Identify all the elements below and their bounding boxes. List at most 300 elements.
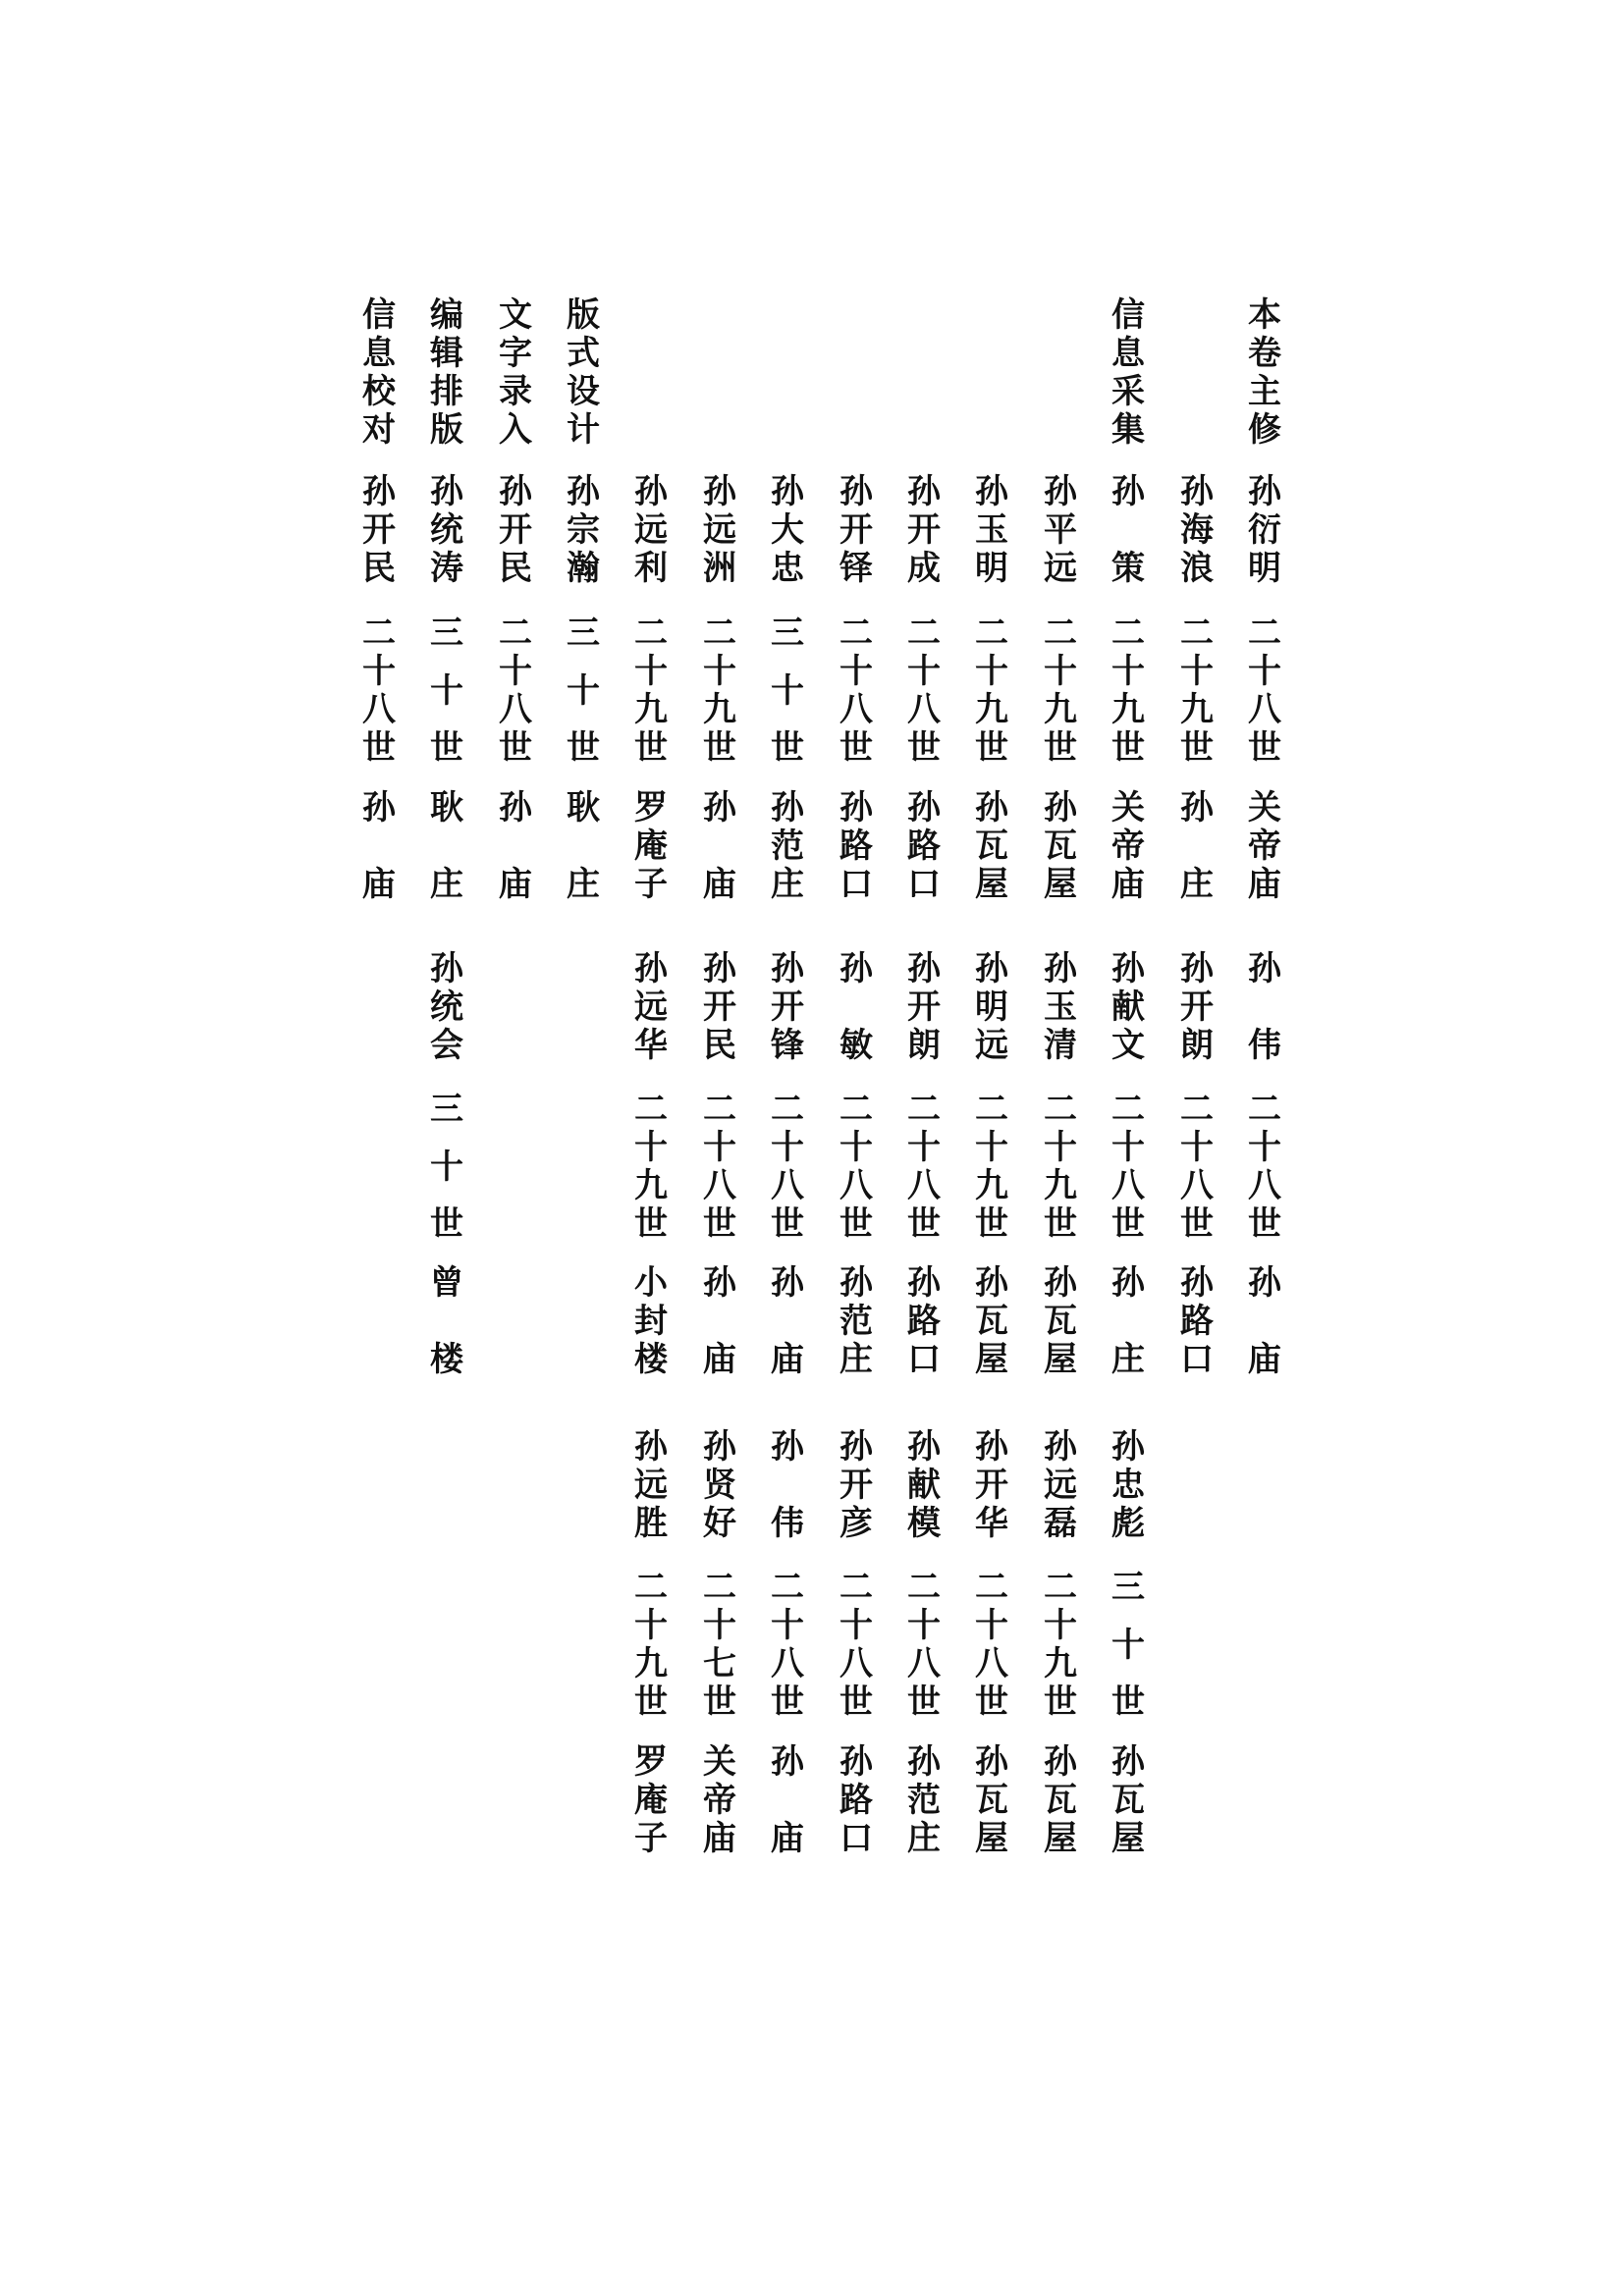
- member-generation: [427, 614, 466, 768]
- glyph: 孙: [703, 472, 736, 511]
- glyph: 屋: [975, 1340, 1008, 1379]
- member-generation: [700, 614, 739, 768]
- glyph: 庙: [1248, 865, 1281, 904]
- glyph: 十: [567, 670, 600, 711]
- glyph: 开: [839, 1466, 873, 1505]
- member-name: [496, 473, 535, 588]
- member-name: [1041, 950, 1080, 1065]
- glyph: 孙: [907, 1742, 941, 1782]
- glyph: 孙: [771, 1263, 804, 1303]
- glyph: 罗: [634, 788, 668, 828]
- glyph: 对: [362, 410, 396, 450]
- glyph: 八: [362, 690, 396, 729]
- glyph: 孙: [907, 472, 941, 511]
- member-generation: [631, 1569, 671, 1722]
- glyph: 民: [362, 549, 396, 588]
- glyph: 子: [634, 865, 668, 904]
- glyph: 海: [1180, 510, 1214, 550]
- glyph: 十: [839, 1128, 873, 1167]
- glyph: 帝: [703, 1781, 736, 1820]
- glyph: 朗: [907, 1026, 941, 1065]
- member-place: [972, 1264, 1011, 1379]
- glyph: 世: [771, 728, 804, 768]
- glyph: 孙: [1111, 1263, 1145, 1303]
- glyph: 世: [907, 1682, 941, 1722]
- glyph: 孙: [839, 472, 873, 511]
- glyph: 瓦: [975, 1781, 1008, 1820]
- member-name: [972, 950, 1011, 1065]
- member-place: [564, 789, 603, 904]
- glyph: 屋: [975, 865, 1008, 904]
- glyph: 庙: [362, 865, 396, 904]
- member-name: [768, 950, 807, 1065]
- glyph: 屋: [1044, 1340, 1077, 1379]
- glyph: 远: [634, 510, 668, 550]
- glyph: 远: [703, 510, 736, 550]
- glyph: 孙: [1180, 1263, 1214, 1303]
- glyph: 孙: [499, 788, 532, 828]
- glyph: 九: [1044, 1644, 1077, 1683]
- glyph: 二: [975, 1090, 1008, 1129]
- member-name: [1109, 473, 1148, 588]
- glyph: 十: [1248, 652, 1281, 691]
- glyph: 孙: [430, 949, 463, 988]
- glyph: 十: [907, 1606, 941, 1645]
- glyph: 孙: [771, 1742, 804, 1782]
- glyph: 庄: [771, 865, 804, 904]
- glyph: 二: [771, 1568, 804, 1607]
- glyph: 世: [1111, 1682, 1145, 1722]
- member-name: [837, 1428, 876, 1543]
- glyph: 八: [499, 690, 532, 729]
- member-generation: [1109, 1091, 1148, 1244]
- glyph: 模: [907, 1504, 941, 1543]
- glyph: 屋: [975, 1819, 1008, 1858]
- glyph: 伟: [1248, 1026, 1281, 1065]
- glyph: 十: [907, 652, 941, 691]
- glyph: 十: [839, 1606, 873, 1645]
- glyph: 世: [703, 1204, 736, 1244]
- glyph: 范: [839, 1302, 873, 1341]
- glyph: 世: [1248, 1204, 1281, 1244]
- member-name: [837, 473, 876, 588]
- glyph: 瓦: [975, 827, 1008, 866]
- glyph: 世: [771, 1204, 804, 1244]
- member-place: [700, 1743, 739, 1858]
- glyph: 罗: [634, 1742, 668, 1782]
- glyph: 九: [975, 690, 1008, 729]
- member-generation: [1041, 1569, 1080, 1722]
- glyph: 八: [839, 1166, 873, 1205]
- glyph: 楼: [430, 1340, 463, 1379]
- member-place: [1109, 1264, 1148, 1379]
- member-place: [768, 1743, 807, 1858]
- glyph: 十: [839, 652, 873, 691]
- glyph: 孙: [499, 472, 532, 511]
- member-generation: [1109, 1569, 1148, 1722]
- member-generation: [1245, 1091, 1284, 1244]
- glyph: 二: [907, 1568, 941, 1607]
- glyph: 耿: [567, 788, 600, 828]
- glyph: 孙: [839, 949, 873, 988]
- glyph: 开: [771, 988, 804, 1027]
- glyph: 孙: [1044, 1263, 1077, 1303]
- glyph: 本: [1248, 295, 1281, 335]
- glyph: 孙: [839, 1427, 873, 1467]
- glyph: 十: [703, 652, 736, 691]
- glyph: 三: [430, 614, 463, 653]
- glyph: 孙: [907, 1427, 941, 1467]
- glyph: 世: [634, 1682, 668, 1722]
- glyph: 小: [634, 1263, 668, 1303]
- member-name: [1041, 1428, 1080, 1543]
- glyph: 清: [1044, 1026, 1077, 1065]
- glyph: 八: [907, 1166, 941, 1205]
- member-place: [768, 1264, 807, 1379]
- member-name: [631, 1428, 671, 1543]
- glyph: 八: [771, 1166, 804, 1205]
- member-name: [427, 473, 466, 588]
- glyph: 三: [771, 614, 804, 653]
- glyph: 世: [1248, 728, 1281, 768]
- glyph: 二: [1248, 1090, 1281, 1129]
- glyph: 世: [1044, 728, 1077, 768]
- glyph: 胜: [634, 1504, 668, 1543]
- glyph: 八: [1180, 1166, 1214, 1205]
- glyph: 世: [839, 728, 873, 768]
- member-place: [1109, 789, 1148, 904]
- member-place: [496, 789, 535, 904]
- member-generation: [1109, 614, 1148, 768]
- glyph: 八: [1248, 1166, 1281, 1205]
- glyph: 十: [975, 1606, 1008, 1645]
- glyph: 忠: [771, 549, 804, 588]
- glyph: 口: [907, 865, 941, 904]
- glyph: 世: [907, 1204, 941, 1244]
- section-title: [564, 296, 603, 450]
- glyph: 关: [1248, 788, 1281, 828]
- glyph: 设: [567, 372, 600, 411]
- glyph: 十: [1044, 1606, 1077, 1645]
- member-name: [904, 473, 944, 588]
- glyph: 策: [1111, 549, 1145, 588]
- glyph: 孙: [362, 788, 396, 828]
- glyph: 十: [1044, 652, 1077, 691]
- glyph: 庙: [703, 865, 736, 904]
- glyph: 十: [703, 1128, 736, 1167]
- glyph: 瓦: [1044, 1781, 1077, 1820]
- glyph: 三: [1111, 1568, 1145, 1607]
- glyph: 庙: [771, 1340, 804, 1379]
- glyph: 世: [1044, 1682, 1077, 1722]
- glyph: 十: [1111, 1128, 1145, 1167]
- glyph: 贤: [703, 1466, 736, 1505]
- glyph: 庙: [703, 1819, 736, 1858]
- glyph: 彦: [839, 1504, 873, 1543]
- glyph: 路: [907, 1302, 941, 1341]
- glyph: 世: [567, 728, 600, 768]
- glyph: 耿: [430, 788, 463, 828]
- member-name: [1041, 473, 1080, 588]
- glyph: 十: [634, 652, 668, 691]
- glyph: 排: [430, 372, 463, 411]
- glyph: 世: [1044, 1204, 1077, 1244]
- glyph: 孙: [430, 472, 463, 511]
- glyph: 孙: [1180, 949, 1214, 988]
- glyph: 世: [1111, 1204, 1145, 1244]
- section-title: [1245, 296, 1284, 450]
- glyph: 式: [567, 334, 600, 373]
- glyph: 二: [1180, 614, 1214, 653]
- member-name: [631, 950, 671, 1065]
- glyph: 二: [839, 1090, 873, 1129]
- glyph: 十: [499, 652, 532, 691]
- glyph: 忠: [1111, 1466, 1145, 1505]
- glyph: 孙: [1248, 472, 1281, 511]
- glyph: 孙: [975, 1427, 1008, 1467]
- glyph: 修: [1248, 410, 1281, 450]
- glyph: 二: [703, 1090, 736, 1129]
- glyph: 十: [1180, 1128, 1214, 1167]
- member-generation: [700, 1091, 739, 1244]
- glyph: 录: [499, 372, 532, 411]
- member-place: [1177, 1264, 1217, 1379]
- glyph: 宗: [567, 510, 600, 550]
- glyph: 八: [907, 690, 941, 729]
- member-name: [837, 950, 876, 1065]
- glyph: 二: [362, 614, 396, 653]
- member-place: [768, 789, 807, 904]
- member-name: [700, 1428, 739, 1543]
- glyph: 二: [975, 1568, 1008, 1607]
- glyph: 明: [975, 549, 1008, 588]
- glyph: 世: [839, 1682, 873, 1722]
- glyph: 十: [1044, 1128, 1077, 1167]
- member-name: [1177, 950, 1217, 1065]
- glyph: 三: [430, 1090, 463, 1129]
- glyph: 信: [362, 295, 396, 335]
- glyph: 开: [499, 510, 532, 550]
- glyph: 大: [771, 510, 804, 550]
- glyph: 封: [634, 1302, 668, 1341]
- member-generation: [700, 1569, 739, 1722]
- glyph: 路: [839, 1781, 873, 1820]
- member-name: [768, 1428, 807, 1543]
- glyph: 孙: [839, 1263, 873, 1303]
- glyph: 孙: [567, 472, 600, 511]
- glyph: 二: [1180, 1090, 1214, 1129]
- glyph: 二: [1044, 1568, 1077, 1607]
- member-generation: [768, 1091, 807, 1244]
- member-place: [972, 789, 1011, 904]
- glyph: 十: [1111, 652, 1145, 691]
- glyph: 口: [839, 865, 873, 904]
- member-name: [1109, 950, 1148, 1065]
- glyph: 十: [634, 1128, 668, 1167]
- glyph: 字: [499, 334, 532, 373]
- member-place: [904, 1264, 944, 1379]
- member-name: [972, 1428, 1011, 1543]
- glyph: 世: [975, 1204, 1008, 1244]
- glyph: 八: [839, 690, 873, 729]
- member-place: [427, 1264, 466, 1379]
- member-generation: [837, 614, 876, 768]
- glyph: 孙: [907, 788, 941, 828]
- glyph: 十: [771, 1128, 804, 1167]
- member-generation: [972, 1091, 1011, 1244]
- member-place: [631, 1743, 671, 1858]
- member-place: [1245, 1264, 1284, 1379]
- glyph: 九: [634, 1166, 668, 1205]
- glyph: 二: [771, 1090, 804, 1129]
- member-name: [1109, 1428, 1148, 1543]
- glyph: 二: [1044, 1090, 1077, 1129]
- glyph: 孙: [975, 1263, 1008, 1303]
- glyph: 孙: [975, 1742, 1008, 1782]
- glyph: 十: [771, 670, 804, 711]
- glyph: 会: [430, 1026, 463, 1065]
- glyph: 二: [839, 1568, 873, 1607]
- member-name: [700, 950, 739, 1065]
- glyph: 口: [839, 1819, 873, 1858]
- glyph: 庵: [634, 1781, 668, 1820]
- glyph: 世: [634, 728, 668, 768]
- glyph: 世: [1111, 728, 1145, 768]
- glyph: 伟: [771, 1504, 804, 1543]
- member-generation: [1177, 614, 1217, 768]
- member-generation: [972, 1569, 1011, 1722]
- glyph: 世: [499, 728, 532, 768]
- glyph: 范: [771, 827, 804, 866]
- glyph: 孙: [703, 1427, 736, 1467]
- member-place: [904, 789, 944, 904]
- glyph: 文: [1111, 1026, 1145, 1065]
- glyph: 远: [634, 1466, 668, 1505]
- glyph: 世: [634, 1204, 668, 1244]
- glyph: 瓦: [1044, 1302, 1077, 1341]
- glyph: 十: [430, 1147, 463, 1187]
- section-title: [496, 296, 535, 450]
- glyph: 九: [1111, 690, 1145, 729]
- glyph: 孙: [1248, 949, 1281, 988]
- glyph: 关: [703, 1742, 736, 1782]
- glyph: 世: [771, 1682, 804, 1722]
- member-generation: [427, 1091, 466, 1244]
- glyph: 主: [1248, 372, 1281, 411]
- glyph: 敏: [839, 1026, 873, 1065]
- glyph: 世: [975, 1682, 1008, 1722]
- glyph: 瓦: [1044, 827, 1077, 866]
- glyph: 孙: [1111, 472, 1145, 511]
- member-place: [1109, 1743, 1148, 1858]
- member-place: [700, 1264, 739, 1379]
- glyph: 明: [1248, 549, 1281, 588]
- member-generation: [904, 1569, 944, 1722]
- member-name: [972, 473, 1011, 588]
- glyph: 二: [1111, 1090, 1145, 1129]
- glyph: 开: [362, 510, 396, 550]
- glyph: 世: [703, 728, 736, 768]
- glyph: 孙: [907, 949, 941, 988]
- member-generation: [1041, 614, 1080, 768]
- member-place: [837, 1743, 876, 1858]
- glyph: 九: [1044, 1166, 1077, 1205]
- glyph: 利: [634, 549, 668, 588]
- glyph: 孙: [1248, 1263, 1281, 1303]
- glyph: 三: [567, 614, 600, 653]
- glyph: 十: [1248, 1128, 1281, 1167]
- member-generation: [837, 1569, 876, 1722]
- glyph: 朗: [1180, 1026, 1214, 1065]
- glyph: 楼: [634, 1340, 668, 1379]
- glyph: 世: [975, 728, 1008, 768]
- glyph: 孙: [1044, 949, 1077, 988]
- glyph: 孙: [975, 949, 1008, 988]
- glyph: 十: [907, 1128, 941, 1167]
- glyph: 明: [975, 988, 1008, 1027]
- member-name: [1245, 950, 1284, 1065]
- glyph: 庙: [771, 1819, 804, 1858]
- glyph: 浪: [1180, 549, 1214, 588]
- glyph: 息: [1111, 334, 1145, 373]
- glyph: 世: [1180, 728, 1214, 768]
- member-name: [904, 950, 944, 1065]
- glyph: 入: [499, 410, 532, 450]
- glyph: 十: [1111, 1625, 1145, 1665]
- glyph: 孙: [634, 1427, 668, 1467]
- glyph: 开: [907, 510, 941, 550]
- glyph: 庄: [839, 1340, 873, 1379]
- glyph: 庵: [634, 827, 668, 866]
- member-name: [564, 473, 603, 588]
- glyph: 锋: [771, 1026, 804, 1065]
- member-place: [427, 789, 466, 904]
- glyph: 开: [975, 1466, 1008, 1505]
- glyph: 世: [362, 728, 396, 768]
- member-place: [1177, 789, 1217, 904]
- member-generation: [972, 614, 1011, 768]
- member-place: [837, 789, 876, 904]
- glyph: 帝: [1111, 827, 1145, 866]
- glyph: 二: [499, 614, 532, 653]
- glyph: 庙: [499, 865, 532, 904]
- glyph: 民: [703, 1026, 736, 1065]
- glyph: 孙: [1180, 788, 1214, 828]
- glyph: 采: [1111, 372, 1145, 411]
- glyph: 孙: [771, 949, 804, 988]
- member-generation: [768, 1569, 807, 1722]
- glyph: 世: [839, 1204, 873, 1244]
- member-generation: [904, 614, 944, 768]
- glyph: 统: [430, 988, 463, 1027]
- glyph: 计: [567, 410, 600, 450]
- glyph: 屋: [1111, 1819, 1145, 1858]
- glyph: 庄: [567, 865, 600, 904]
- member-place: [359, 789, 399, 904]
- glyph: 范: [907, 1781, 941, 1820]
- glyph: 平: [1044, 510, 1077, 550]
- glyph: 曾: [430, 1263, 463, 1303]
- member-generation: [837, 1091, 876, 1244]
- glyph: 十: [975, 1128, 1008, 1167]
- glyph: 八: [1111, 1166, 1145, 1205]
- glyph: 庄: [430, 865, 463, 904]
- glyph: 玉: [975, 510, 1008, 550]
- glyph: 孙: [771, 472, 804, 511]
- glyph: 磊: [1044, 1504, 1077, 1543]
- member-place: [1245, 789, 1284, 904]
- glyph: 十: [430, 670, 463, 711]
